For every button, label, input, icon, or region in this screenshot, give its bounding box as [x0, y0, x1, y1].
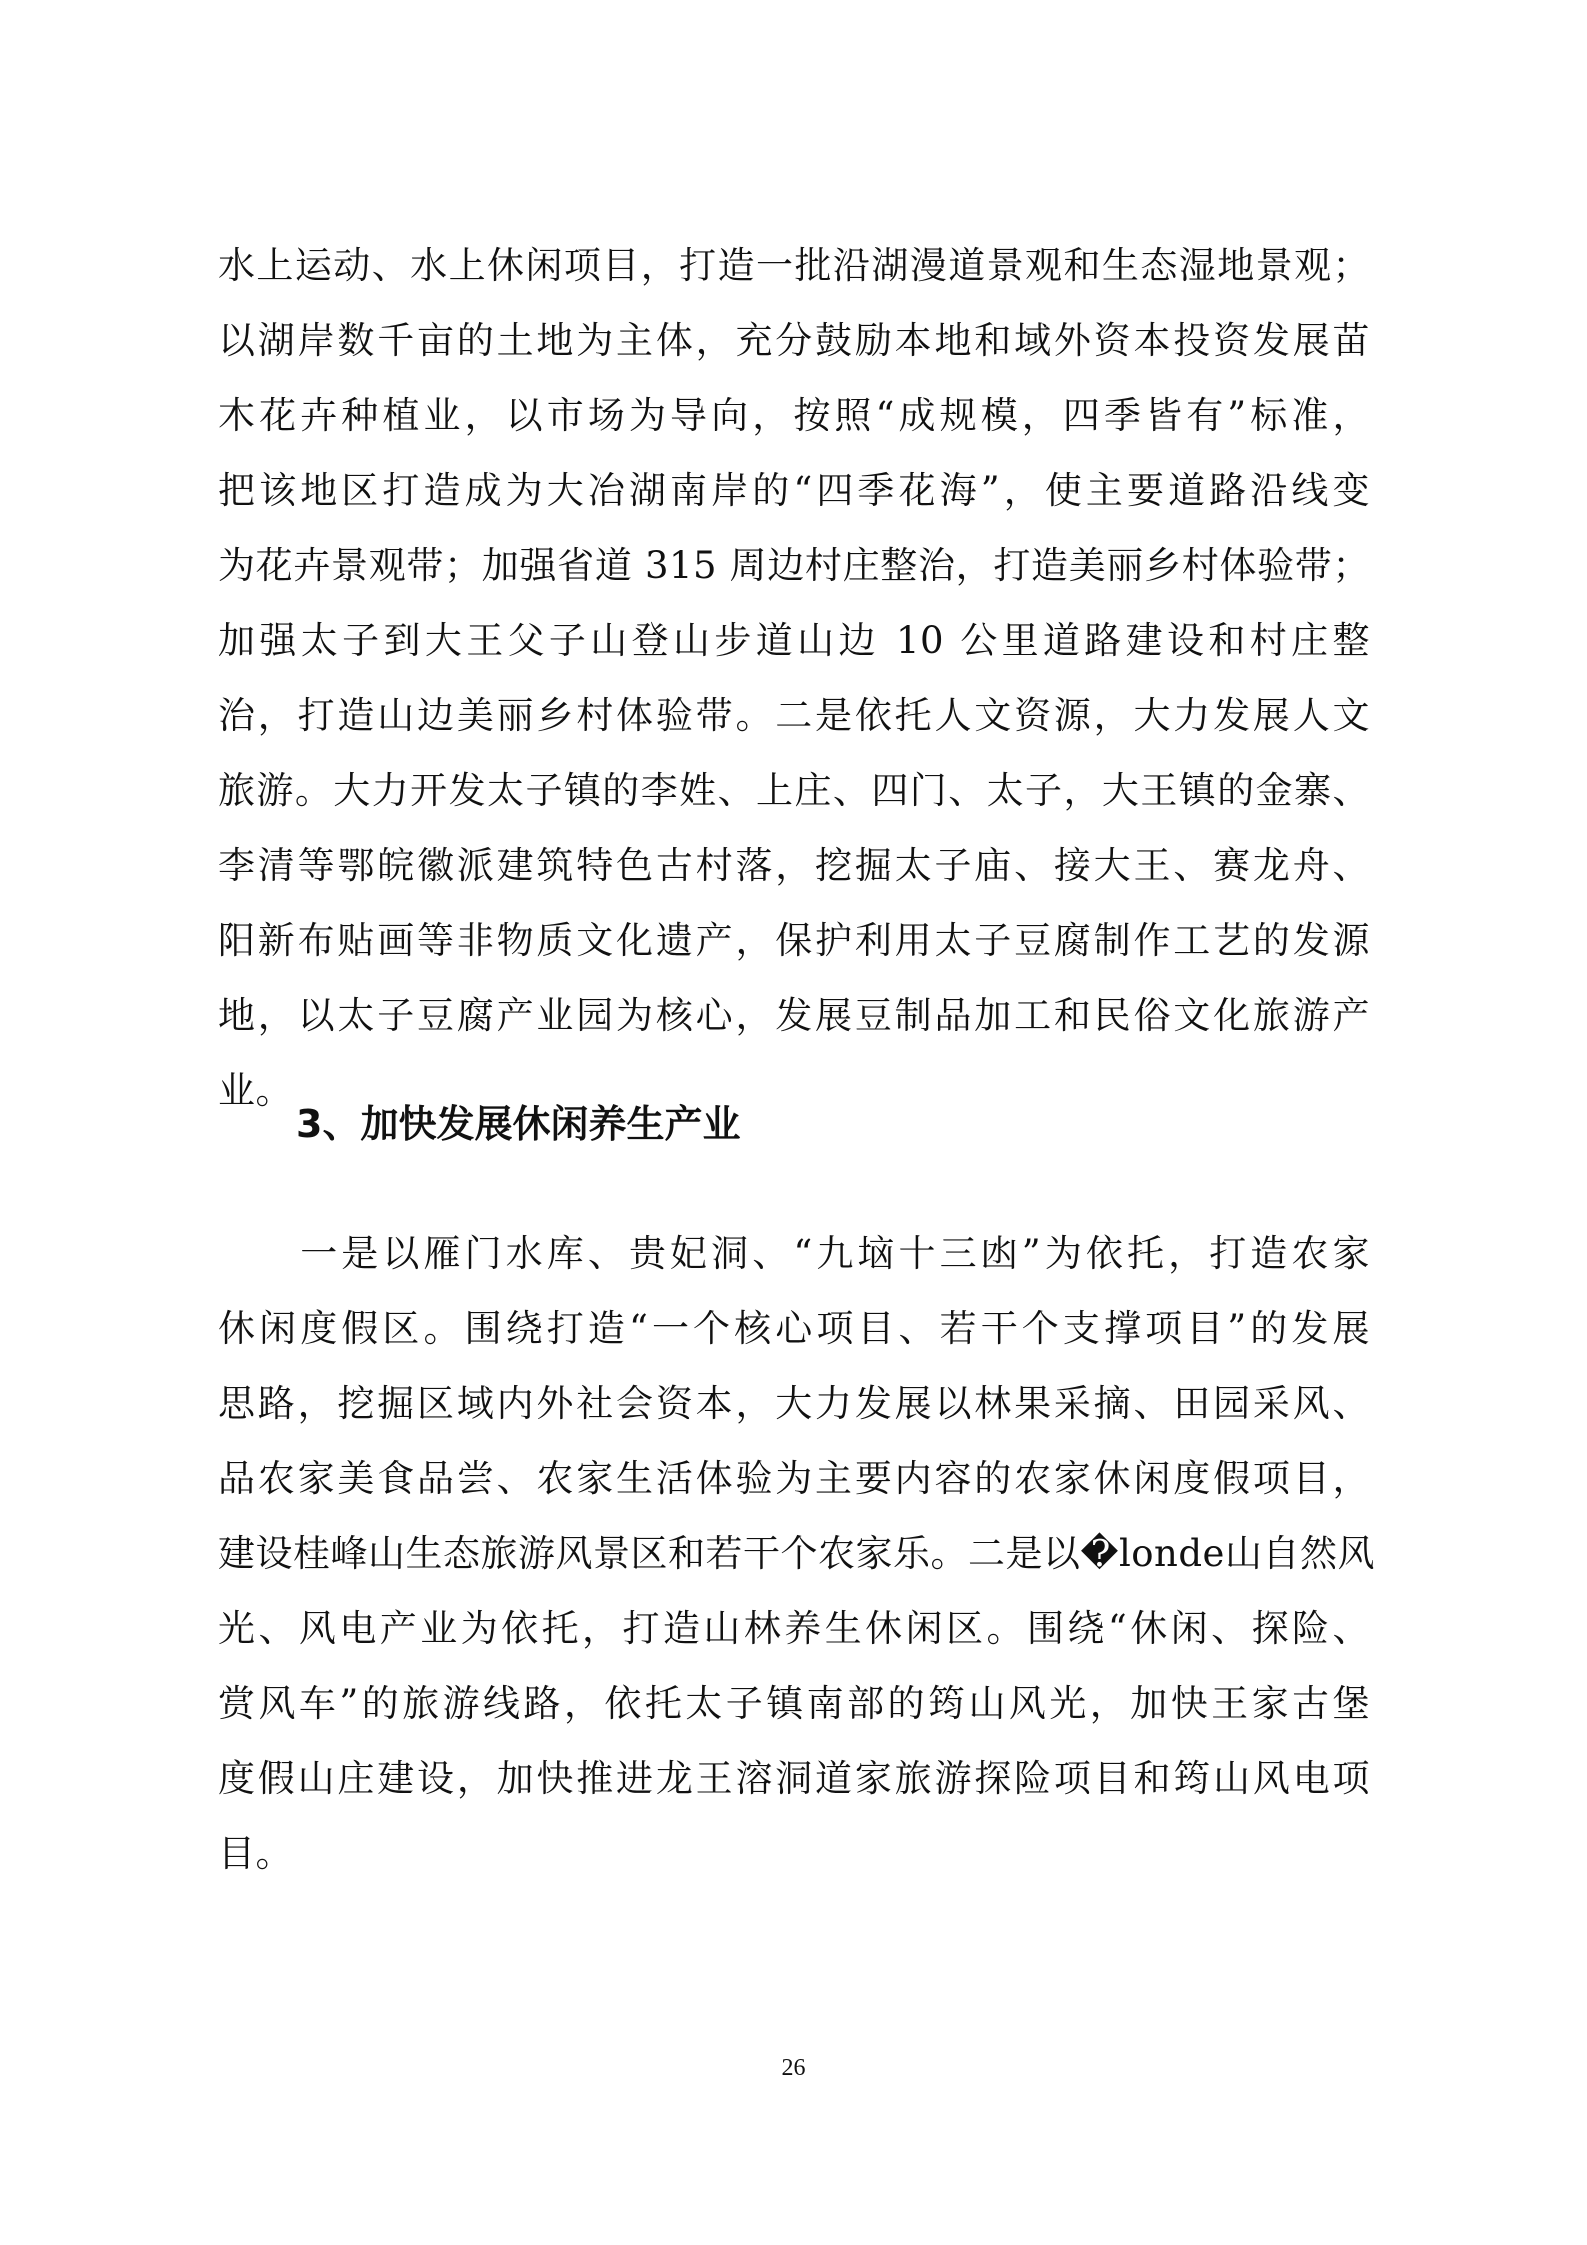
paragraph-line: 建设桂峰山生态旅游风景区和若干个农家乐。二是以�londe山自然风 — [218, 1532, 1375, 1575]
paragraph-line: 阳新布贴画等非物质文化遗产，保护利用太子豆腐制作工艺的发源 — [218, 919, 1370, 962]
paragraph-line: 治，打造山边美丽乡村体验带。二是依托人文资源，大力发展人文 — [218, 694, 1370, 737]
paragraph-line: 休闲度假区。围绕打造“一个核心项目、若干个支撑项目”的发展 — [218, 1307, 1370, 1350]
section-heading: 3、加快发展休闲养生产业 — [296, 1102, 741, 1146]
paragraph-1 — [218, 228, 1370, 1128]
paragraph-line: 目。 — [218, 1832, 293, 1875]
paragraph-line: 思路，挖掘区域内外社会资本，大力发展以林果采摘、田园采风、 — [218, 1382, 1370, 1425]
paragraph-line: 旅游。大力开发太子镇的李姓、上庄、四门、太子，大王镇的金寨、 — [218, 769, 1370, 812]
paragraph-line: 为花卉景观带；加强省道 315 周边村庄整治，打造美丽乡村体验带； — [218, 544, 1370, 587]
paragraph-line: 水上运动、水上休闲项目，打造一批沿湖漫道景观和生态湿地景观； — [218, 244, 1370, 287]
paragraph-line: 业。 — [218, 1069, 293, 1112]
paragraph-line: 木花卉种植业，以市场为导向，按照“成规模，四季皆有”标准， — [218, 394, 1370, 437]
paragraph-line: 光、风电产业为依托，打造山林养生休闲区。围绕“休闲、探险、 — [218, 1607, 1370, 1650]
paragraph-line: 一是以雁门水库、贵妃洞、“九垴十三凼”为依托，打造农家 — [218, 1232, 1370, 1275]
paragraph-line: 加强太子到大王父子山登山步道山边 10 公里道路建设和村庄整 — [218, 619, 1370, 662]
page-number: 26 — [781, 2055, 806, 2081]
paragraph-line: 地，以太子豆腐产业园为核心，发展豆制品加工和民俗文化旅游产 — [218, 994, 1370, 1037]
paragraph-2 — [218, 1216, 1375, 1891]
paragraph-line: 李清等鄂皖徽派建筑特色古村落，挖掘太子庙、接大王、赛龙舟、 — [218, 844, 1370, 887]
paragraph-line: 度假山庄建设，加快推进龙王溶洞道家旅游探险项目和筠山风电项 — [218, 1757, 1370, 1800]
paragraph-line: 以湖岸数千亩的土地为主体，充分鼓励本地和域外资本投资发展苗 — [218, 319, 1370, 362]
paragraph-line: 品农家美食品尝、农家生活体验为主要内容的农家休闲度假项目， — [218, 1457, 1370, 1500]
paragraph-line: 赏风车”的旅游线路，依托太子镇南部的筠山风光，加快王家古堡 — [218, 1682, 1370, 1725]
paragraph-line: 把该地区打造成为大冶湖南岸的“四季花海”，使主要道路沿线变 — [218, 469, 1370, 512]
